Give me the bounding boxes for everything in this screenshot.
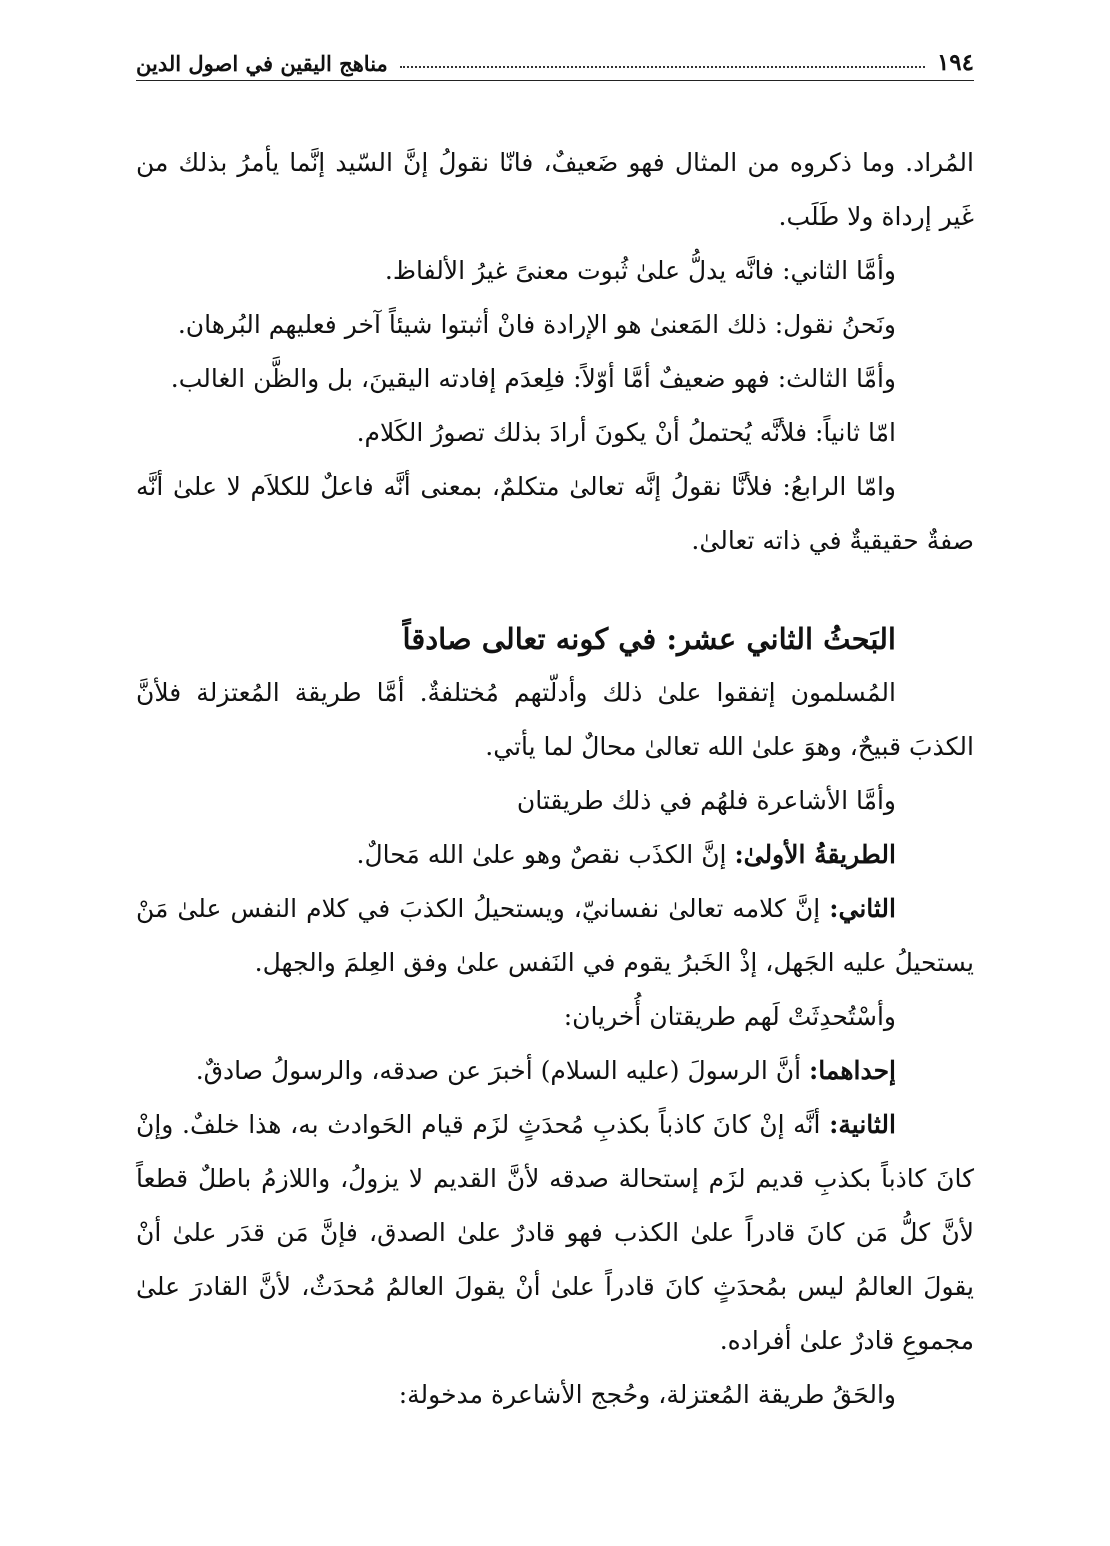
paragraph — [136, 990, 974, 1044]
paragraph-text: وأمَّا الأشاعرة فلهُم في ذلك طريقتان — [516, 786, 896, 815]
paragraph — [136, 1368, 974, 1422]
paragraph: المُراد. وما ذكروه من المثال فهو ضَعيفٌ، فانّا نقولُ إنَّ السّيد إنَّما يأمرُ بذلك من غَير إرداة ولا طَلَب. — [136, 148, 974, 231]
paragraph: وأمَّا الثاني: فانَّه يدلُّ علىٰ ثُبوت معنىً غيرُ الألفاظ. — [384, 256, 896, 285]
paragraph-text: أنَّ الرسولَ (عليه السلام) أخبرَ عن صدقه، والرسولُ صادقٌ. — [195, 1056, 810, 1085]
paragraph-text: وأسْتُحدِثَتْ لَهم طريقتان أُخريان: — [563, 1002, 896, 1031]
paragraph: امّا ثانياً: فلأنَّه يُحتملُ أنْ يكونَ أرادَ بذلك تصورُ الكَلام. — [356, 418, 896, 447]
paragraph-label: الثاني: — [829, 894, 896, 923]
paragraph — [136, 1044, 974, 1098]
paragraph — [136, 1098, 974, 1368]
book-title: مناهج اليقين في اصول الدين — [136, 51, 388, 76]
paragraph: وامّا الرابعُ: فلأنَّا نقولُ إنَّه تعالىٰ متكلمٌ، بمعنى أنَّه فاعلٌ للكلاَم لا علىٰ أنَّه صفةٌ حقيقيةٌ في ذاته تعالىٰ. — [136, 472, 974, 555]
paragraph-text: إنَّ الكذَب نقصٌ وهو علىٰ الله مَحالٌ. — [356, 840, 735, 869]
page-body — [136, 136, 974, 1422]
paragraph-label: الثانية: — [829, 1110, 896, 1139]
page-number: ١٩٤ — [936, 49, 974, 76]
paragraph — [136, 882, 974, 990]
running-header — [136, 34, 974, 81]
paragraph-label: الطريقةُ الأولىٰ: — [734, 840, 896, 869]
paragraph: ونَحنُ نقول: ذلك المَعنىٰ هو الإرادة فانْ أثبتوا شيئاً آخر فعليهم البُرهان. — [177, 310, 896, 339]
paragraph: وأمَّا الثالث: فهو ضعيفٌ أمَّا أوّلاً: فلِعدَم إفادته اليقينَ، بل والظَّن الغالب. — [170, 364, 896, 393]
paragraph — [136, 828, 974, 882]
header-dot-leader — [400, 66, 925, 68]
paragraph-text: المُسلمون إتفقوا علىٰ ذلك وأدلّتهم مُختلفةٌ. أمَّا طريقة المُعتزلة فلأنَّ الكذبَ قبيحٌ، وهوَ علىٰ الله تعالىٰ محالٌ لما يأتي. — [136, 678, 974, 761]
paragraph-text: إنَّ كلامه تعالىٰ نفسانيّ، ويستحيلُ الكذبَ في كلام النفس علىٰ مَنْ يستحيلُ عليه الجَهل، إذْ الخَبرُ يقوم في النَفس علىٰ وفق العِلمَ والجهل. — [136, 894, 974, 977]
paragraph — [136, 774, 974, 828]
paragraph — [136, 666, 974, 774]
paragraph-text: أنَّه إنْ كانَ كاذباً بكذبِ مُحدَثٍ لزَم قيام الحَوادث به، هذا خلفٌ. وإنْ كانَ كاذباً بكذبِ قديم لزَم إستحالة صدقه لأنَّ القديم لا يزولُ، واللازمُ باطلٌ قطعاً لأنَّ كلُّ مَن كانَ قادراً علىٰ الكذب فهو قادرٌ علىٰ الصدق، فإنَّ مَن قدَر علىٰ أنْ يقولَ العالمُ ليس بمُحدَثٍ كانَ قادراً علىٰ أنْ يقولَ العالمُ مُحدَثٌ، لأنَّ القادرَ علىٰ مجموعِ قادرٌ علىٰ أفراده. — [136, 1110, 974, 1355]
paragraph-text: والحَقُ طريقة المُعتزلة، وحُجج الأشاعرة مدخولة: — [398, 1380, 896, 1409]
section-heading: البَحثُ الثاني عشر: في كونه تعالى صادقاً — [402, 622, 896, 656]
paragraph-label: إحداهما: — [809, 1056, 896, 1085]
